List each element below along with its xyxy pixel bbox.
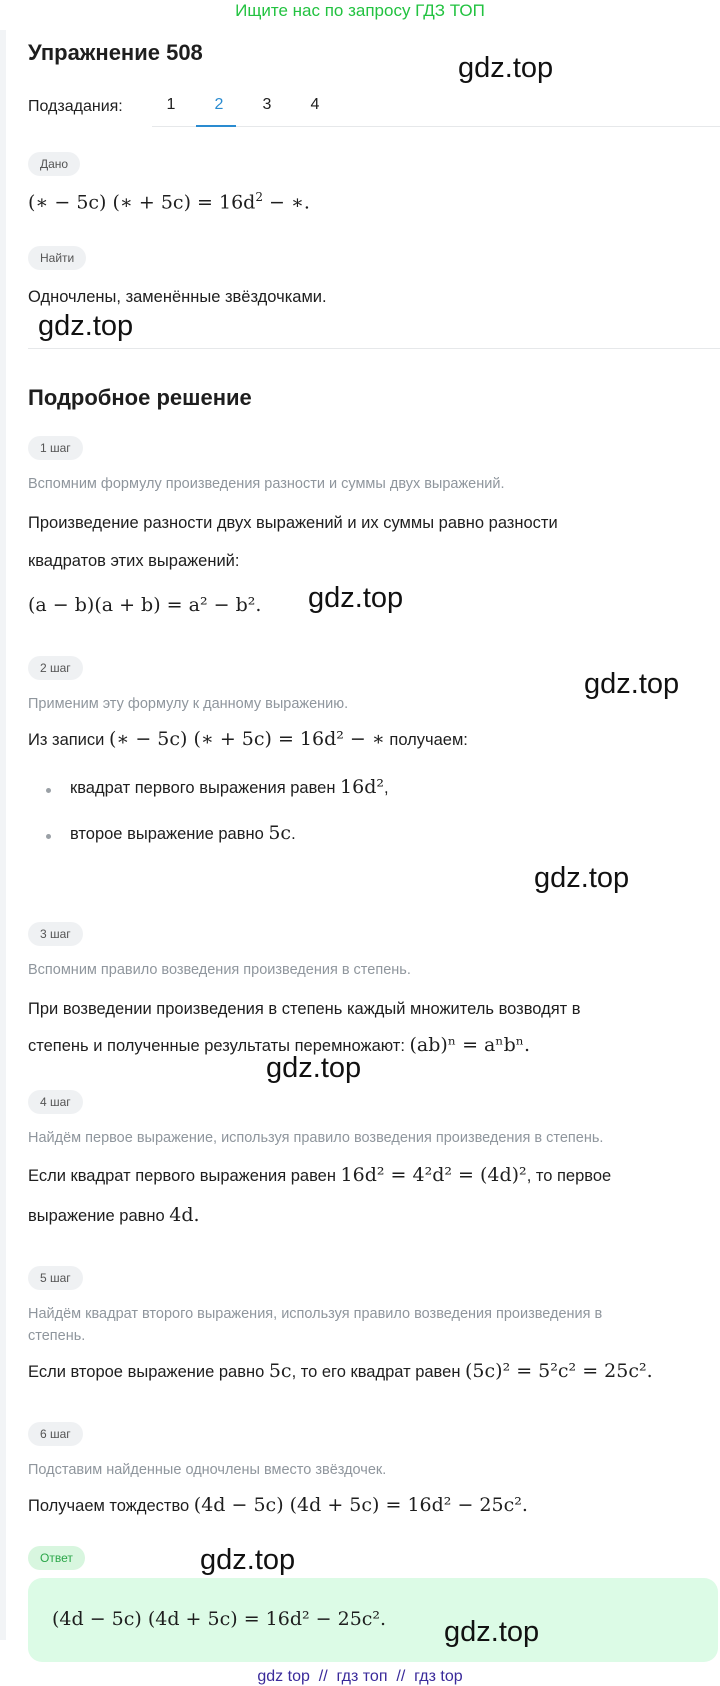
step-hint: Вспомним правило возведения произведения в степень. [28, 962, 411, 978]
step-text: степень и полученные результаты перемножают: (ab)ⁿ = aⁿbⁿ. [28, 1034, 531, 1056]
step-text: Если квадрат первого выражения равен 16d² = 4²d² = (4d)², то первое [28, 1164, 612, 1186]
watermark: gdz.top [458, 52, 554, 84]
list-item: второе выражение равно 5c. [70, 822, 296, 844]
step-pill: 3 шаг [28, 922, 83, 946]
step-text: Из записи (∗ − 5c) (∗ + 5c) = 16d² − ∗ получаем: [28, 728, 468, 750]
tab-3[interactable]: 3 [262, 96, 272, 113]
step-text: Получаем тождество (4d − 5c) (4d + 5c) = 16d² − 25c². [28, 1494, 528, 1516]
tab-1[interactable]: 1 [166, 96, 176, 113]
watermark: gdz.top [38, 310, 134, 342]
footer-links[interactable]: gdz top // гдз топ // гдз top [257, 1668, 463, 1685]
step-pill: 1 шаг [28, 436, 83, 460]
search-banner: Ищите нас по запросу ГДЗ ТОП [235, 1, 485, 20]
step-hint: степень. [28, 1328, 86, 1344]
step-hint: Найдём первое выражение, используя правило возведения произведения в степень. [28, 1130, 604, 1146]
list-item: квадрат первого выражения равен 16d², [70, 776, 389, 798]
given-expression: (∗ − 5c) (∗ + $5c) = 16d^2$ − ∗. [28, 190, 310, 214]
step-text: выражение равно 4d. [28, 1204, 200, 1226]
step-hint: Вспомним формулу произведения разности и суммы двух выражений. [28, 476, 505, 492]
answer-pill: Ответ [28, 1546, 85, 1570]
given-pill: Дано [28, 152, 80, 176]
step-hint: Применим эту формулу к данному выражению. [28, 696, 349, 712]
watermark: gdz.top [308, 582, 404, 614]
solution-title: Подробное решение [28, 385, 252, 410]
step-pill: 6 шаг [28, 1422, 83, 1446]
step-hint: Подставим найденные одночлены вместо звёздочек. [28, 1462, 387, 1478]
step-pill: 4 шаг [28, 1090, 83, 1114]
step-text: квадратов этих выражений: [28, 552, 240, 570]
watermark: gdz.top [200, 1544, 296, 1576]
bullet [46, 834, 51, 839]
section-divider [28, 348, 720, 349]
step-formula: (a − b)(a + b) = a² − b². [28, 594, 262, 616]
watermark: gdz.top [444, 1616, 540, 1648]
step-text: Произведение разности двух выражений и их суммы равно разности [28, 514, 558, 532]
left-rail [0, 30, 6, 1640]
watermark: gdz.top [534, 862, 630, 894]
step-text: Если второе выражение равно 5c, то его квадрат равен (5c)² = 5²c² = 25c². [28, 1360, 653, 1382]
tab-2[interactable]: 2 [214, 96, 224, 113]
watermark: gdz.top [584, 668, 680, 700]
subtasks-label: Подзадания: [28, 98, 123, 115]
step-hint: Найдём квадрат второго выражения, используя правило возведения произведения в [28, 1306, 603, 1322]
step-text: При возведении произведения в степень каждый множитель возводят в [28, 1000, 581, 1018]
page-title: Упражнение 508 [28, 40, 203, 65]
find-text: Одночлены, заменённые звёздочками. [28, 288, 327, 306]
tabs-divider [152, 126, 720, 127]
active-tab-indicator [196, 125, 236, 127]
step-pill: 2 шаг [28, 656, 83, 680]
find-pill: Найти [28, 246, 86, 270]
step-pill: 5 шаг [28, 1266, 83, 1290]
watermark: gdz.top [266, 1052, 362, 1084]
bullet [46, 788, 51, 793]
tab-4[interactable]: 4 [310, 96, 320, 113]
answer-expression: (4d − 5c) (4d + 5c) = 16d² − 25c². [52, 1608, 387, 1630]
